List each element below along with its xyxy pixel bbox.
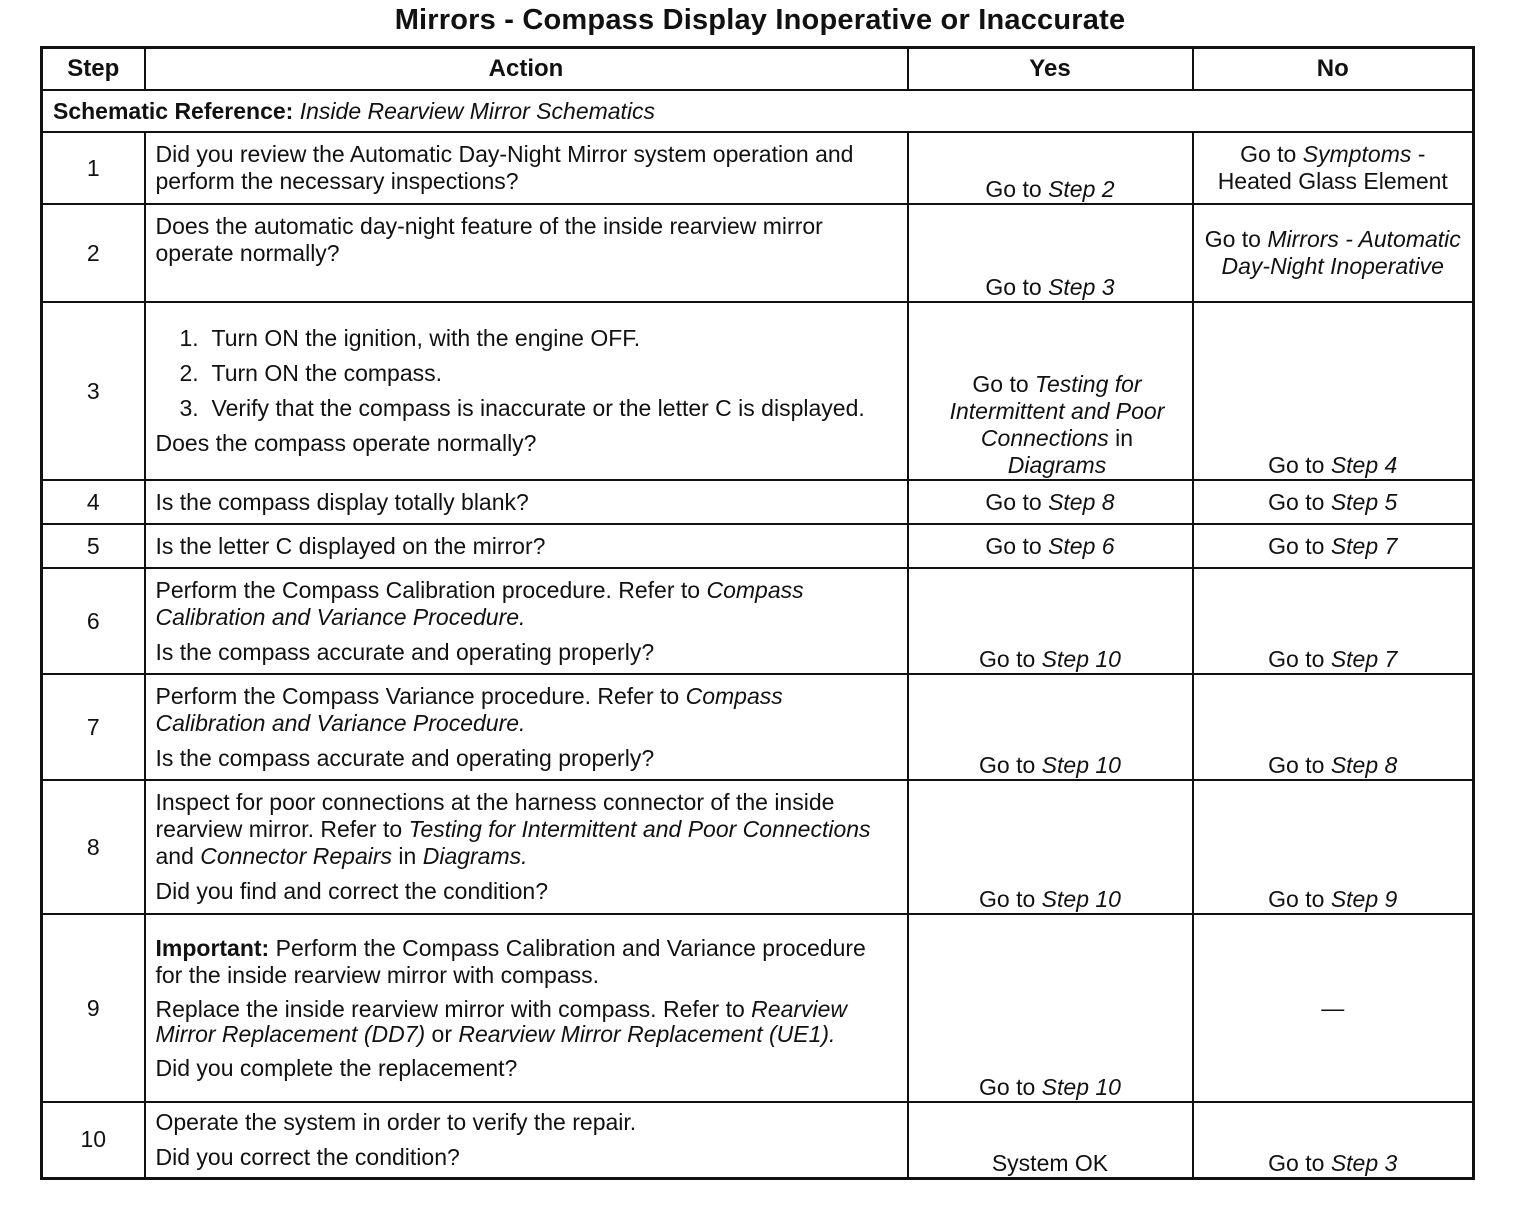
action-cell bbox=[145, 914, 908, 1102]
question-text: Is the compass accurate and operating properly? bbox=[155, 638, 655, 665]
list-text: Turn ON the compass. bbox=[211, 360, 443, 386]
action-cell bbox=[145, 302, 908, 480]
no-link[interactable]: Step 7 bbox=[1330, 646, 1398, 672]
header-action: Action bbox=[145, 48, 908, 91]
no-cell bbox=[1193, 568, 1474, 674]
action-link[interactable]: Compass Calibration and Variance Procedure. bbox=[155, 576, 804, 630]
step-number: 6 bbox=[42, 568, 145, 674]
yes-link[interactable]: Step 10 bbox=[1041, 752, 1121, 778]
header-yes: Yes bbox=[908, 48, 1193, 91]
action-cell bbox=[145, 674, 908, 780]
list-text: Turn ON the ignition, with the engine OFF. bbox=[211, 325, 641, 351]
important-text: Perform the Compass Calibration and Variance procedure for the inside rearview mirror with compass. bbox=[155, 934, 866, 988]
yes-link[interactable]: Testing for Intermittent and Poor Connections bbox=[949, 371, 1165, 451]
action-text bbox=[156, 997, 897, 1047]
table-row bbox=[42, 1102, 1474, 1178]
no-link[interactable]: Symptoms bbox=[1302, 141, 1412, 167]
table-row bbox=[42, 204, 1474, 302]
action-text: Is the compass display totally blank? bbox=[155, 488, 529, 515]
yes-cell bbox=[908, 524, 1193, 568]
action-link[interactable]: Rearview Mirror Replacement (DD7) bbox=[155, 995, 848, 1047]
schematic-reference-link[interactable]: Inside Rearview Mirror Schematics bbox=[299, 97, 656, 124]
no-dash: — bbox=[1321, 994, 1345, 1021]
action-connector: and bbox=[155, 843, 201, 869]
yes-cell bbox=[908, 674, 1193, 780]
no-prefix: Go to bbox=[1268, 886, 1331, 912]
action-link-3[interactable]: Diagrams. bbox=[422, 843, 528, 869]
yes-link[interactable]: Step 8 bbox=[1048, 488, 1115, 515]
yes-link[interactable]: Step 3 bbox=[1048, 274, 1115, 300]
step-number: 10 bbox=[42, 1102, 145, 1178]
yes-cell bbox=[908, 568, 1193, 674]
question-text: Did you find and correct the condition? bbox=[155, 878, 549, 904]
no-cell bbox=[1193, 302, 1474, 480]
action-link-2[interactable]: Connector Repairs bbox=[200, 843, 393, 869]
question-text: Is the compass accurate and operating properly? bbox=[155, 744, 655, 771]
no-link[interactable]: Step 7 bbox=[1330, 532, 1398, 559]
no-cell bbox=[1193, 780, 1474, 914]
yes-link[interactable]: Step 10 bbox=[1041, 1074, 1121, 1100]
action-text bbox=[156, 789, 897, 870]
no-link[interactable]: Step 3 bbox=[1330, 1149, 1398, 1176]
no-prefix: Go to bbox=[1268, 452, 1331, 478]
action-text: Did you review the Automatic Day-Night Mirror system operation and perform the necessary inspections? bbox=[155, 141, 854, 194]
header-step: Step bbox=[42, 48, 145, 91]
yes-prefix: Go to bbox=[985, 532, 1049, 559]
action-cell bbox=[145, 132, 908, 204]
yes-prefix: Go to bbox=[979, 752, 1042, 778]
diagnostic-table bbox=[40, 46, 1475, 1180]
no-prefix: Go to bbox=[1268, 646, 1331, 672]
action-text bbox=[156, 577, 897, 631]
action-text: Does the automatic day-night feature of the inside rearview mirror operate normally? bbox=[155, 213, 823, 266]
action-connector-2: in bbox=[392, 843, 423, 869]
step-number: 8 bbox=[42, 780, 145, 914]
action-cell bbox=[145, 524, 908, 568]
list-text: Verify that the compass is inaccurate or the letter C is displayed. bbox=[211, 395, 865, 421]
step-number: 5 bbox=[42, 524, 145, 568]
no-link[interactable]: Mirrors - Automatic Day-Night Inoperative bbox=[1221, 226, 1461, 279]
no-cell bbox=[1193, 480, 1474, 524]
no-prefix: Go to bbox=[1268, 532, 1331, 559]
step-number: 4 bbox=[42, 480, 145, 524]
action-text-prefix: Replace the inside rearview mirror with compass. Refer to bbox=[155, 995, 752, 1022]
yes-cell bbox=[908, 780, 1193, 914]
yes-prefix: Go to bbox=[972, 371, 1036, 397]
table-row bbox=[42, 480, 1474, 524]
action-connector: or bbox=[425, 1020, 459, 1047]
header-no: No bbox=[1193, 48, 1474, 91]
header-row bbox=[42, 48, 1474, 91]
list-item bbox=[180, 395, 897, 422]
no-link[interactable]: Step 4 bbox=[1330, 452, 1398, 478]
list-number: 2. bbox=[179, 360, 199, 386]
yes-cell bbox=[908, 204, 1193, 302]
step-number: 9 bbox=[42, 914, 145, 1102]
schematic-reference-label: Schematic Reference: bbox=[53, 97, 294, 124]
step-number: 3 bbox=[42, 302, 145, 480]
yes-prefix: Go to bbox=[979, 646, 1042, 672]
action-cell bbox=[145, 1102, 908, 1178]
action-cell bbox=[145, 480, 908, 524]
step-number: 2 bbox=[42, 204, 145, 302]
yes-link[interactable]: Step 6 bbox=[1048, 532, 1115, 559]
no-cell bbox=[1193, 204, 1474, 302]
step-number: 1 bbox=[42, 132, 145, 204]
schematic-reference bbox=[42, 90, 1474, 132]
list-item bbox=[180, 360, 897, 387]
action-cell bbox=[145, 204, 908, 302]
no-prefix: Go to bbox=[1204, 226, 1268, 252]
yes-connector: in bbox=[1108, 425, 1134, 451]
table-row bbox=[42, 524, 1474, 568]
question-text: Did you correct the condition? bbox=[155, 1143, 460, 1170]
no-suffix: - Heated Glass Element bbox=[1217, 141, 1448, 194]
action-text: Is the letter C displayed on the mirror? bbox=[155, 532, 546, 559]
yes-cell: System OK bbox=[908, 1102, 1193, 1178]
table-row bbox=[42, 674, 1474, 780]
action-text: Operate the system in order to verify the repair. bbox=[155, 1108, 637, 1135]
no-prefix: Go to bbox=[1268, 752, 1331, 778]
step-number: 7 bbox=[42, 674, 145, 780]
page-title: Mirrors - Compass Display Inoperative or Inaccurate bbox=[394, 4, 1126, 36]
no-cell bbox=[1193, 132, 1474, 204]
no-cell bbox=[1193, 1102, 1474, 1178]
action-text-prefix: Perform the Compass Calibration procedure. Refer to bbox=[155, 576, 707, 603]
no-cell bbox=[1193, 524, 1474, 568]
yes-prefix: Go to bbox=[979, 1074, 1042, 1100]
no-cell bbox=[1193, 914, 1474, 1102]
action-text-prefix: Perform the Compass Variance procedure. Refer to bbox=[155, 682, 686, 709]
no-prefix: Go to bbox=[1240, 141, 1303, 167]
important-note bbox=[156, 935, 897, 989]
procedure-list bbox=[156, 325, 897, 422]
schematic-reference-row bbox=[42, 90, 1474, 132]
table-row bbox=[42, 568, 1474, 674]
no-link[interactable]: Step 9 bbox=[1330, 886, 1398, 912]
yes-link[interactable]: Step 10 bbox=[1041, 886, 1121, 912]
no-prefix: Go to bbox=[1268, 488, 1331, 515]
yes-cell bbox=[908, 132, 1193, 204]
action-text bbox=[156, 683, 897, 737]
yes-link[interactable]: Step 2 bbox=[1048, 176, 1115, 202]
yes-link-2[interactable]: Diagrams bbox=[1007, 452, 1107, 478]
list-number: 1. bbox=[179, 325, 199, 351]
yes-prefix: Go to bbox=[985, 274, 1049, 300]
list-item bbox=[180, 325, 897, 352]
action-text-prefix: Inspect for poor connections at the harness connector of the inside rearview mirror. Refer to bbox=[155, 789, 835, 842]
yes-cell bbox=[908, 302, 1193, 480]
yes-prefix: Go to bbox=[979, 886, 1042, 912]
no-cell bbox=[1193, 674, 1474, 780]
action-link-2[interactable]: Rearview Mirror Replacement (UE1). bbox=[458, 1020, 836, 1047]
yes-prefix: Go to bbox=[985, 176, 1049, 202]
action-cell bbox=[145, 568, 908, 674]
action-link[interactable]: Compass Calibration and Variance Procedure. bbox=[155, 682, 783, 736]
action-link[interactable]: Testing for Intermittent and Poor Connections bbox=[408, 816, 871, 842]
yes-cell bbox=[908, 914, 1193, 1102]
question-text: Did you complete the replacement? bbox=[155, 1054, 518, 1081]
no-link[interactable]: Step 5 bbox=[1330, 488, 1398, 515]
yes-cell bbox=[908, 480, 1193, 524]
list-number: 3. bbox=[179, 395, 199, 421]
question-text: Does the compass operate normally? bbox=[155, 430, 537, 456]
table-row bbox=[42, 914, 1474, 1102]
no-link[interactable]: Step 8 bbox=[1330, 752, 1398, 778]
action-cell bbox=[145, 780, 908, 914]
no-prefix: Go to bbox=[1268, 1149, 1331, 1176]
important-label: Important: bbox=[155, 934, 270, 961]
yes-prefix: Go to bbox=[985, 488, 1049, 515]
yes-link[interactable]: Step 10 bbox=[1041, 646, 1121, 672]
table-row bbox=[42, 302, 1474, 480]
table-row bbox=[42, 780, 1474, 914]
table-row bbox=[42, 132, 1474, 204]
